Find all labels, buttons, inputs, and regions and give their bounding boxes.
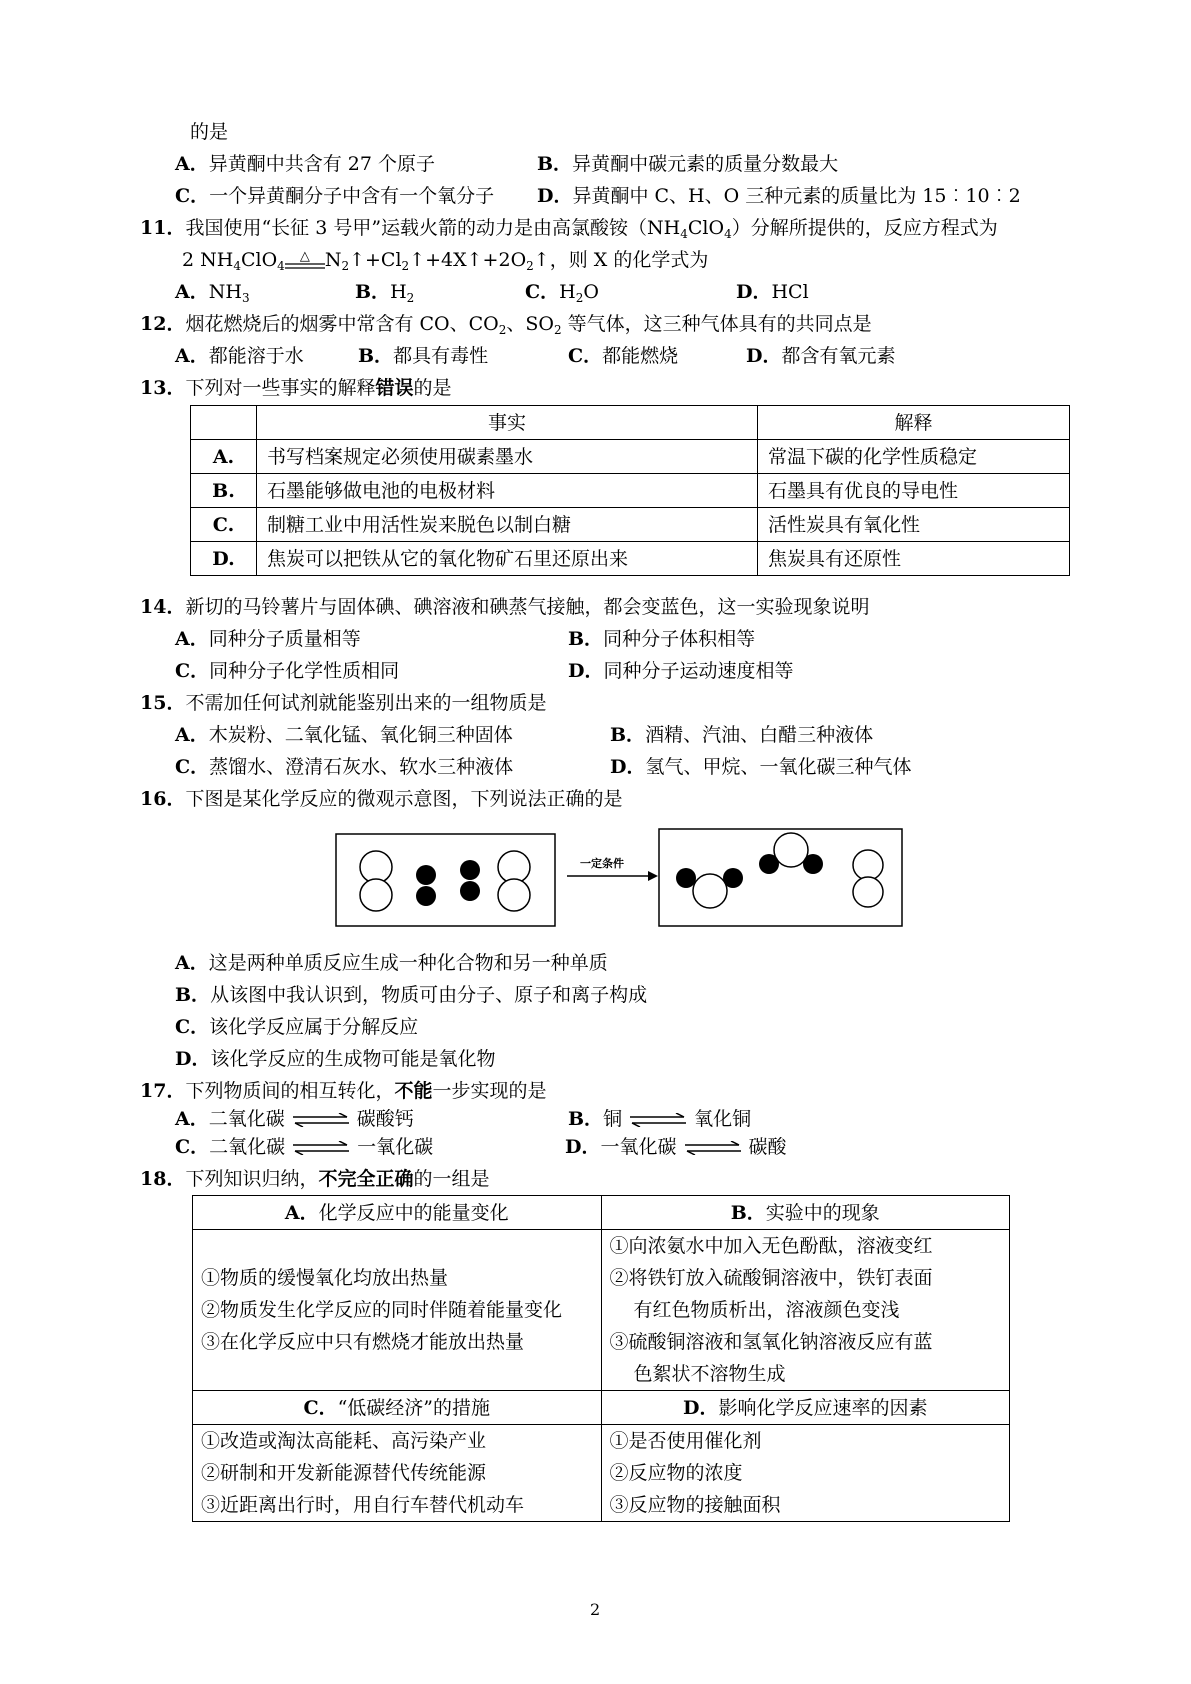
table-cell: D. [191, 542, 257, 576]
q11-option-c: C．$H_2O$ [525, 281, 599, 305]
list-item: ②物质发生化学反应的同时伴随着能量变化 [201, 1299, 563, 1321]
group-a-items [193, 1230, 602, 1391]
q16-option-c: C．该化学反应属于分解反应 [175, 1016, 419, 1038]
q18-stem: 18．下列知识归纳，不完全正确的一组是 [140, 1168, 490, 1190]
q14-option-a: A．同种分子质量相等 [175, 628, 361, 650]
q17-option-a: A．二氧化碳 碳酸钙 [175, 1108, 414, 1130]
q11-option-a: A．$NH_3$ [175, 281, 250, 305]
q12-option-b: B．都具有毒性 [358, 345, 489, 367]
group-a-header: A．化学反应中的能量变化 [193, 1196, 602, 1230]
q15-option-a: A．木炭粉、二氧化锰、氧化铜三种固体 [175, 724, 513, 746]
arrow-head-icon [648, 871, 658, 881]
table-header [191, 406, 257, 440]
black-molecule-icon [460, 860, 480, 901]
reaction-diagram [335, 828, 915, 928]
list-item: ③在化学反应中只有燃烧才能放出热量 [201, 1331, 525, 1353]
white-molecule-icon [853, 850, 883, 907]
group-c-items [193, 1425, 602, 1522]
q11-option-b: B．$H_2$ [355, 281, 415, 305]
list-item: ①改造或淘汰高能耗、高污染产业 [201, 1430, 487, 1452]
table-cell: 书写档案规定必须使用碳素墨水 [257, 440, 758, 474]
table-cell: 常温下碳的化学性质稳定 [758, 440, 1070, 474]
q12-stem: 12．烟花燃烧后的烟雾中常含有 CO、$CO_2$、$SO_2$ 等气体，这三种气体具有的共同点是 [140, 313, 872, 337]
q15-stem: 15．不需加任何试剂就能鉴别出来的一组物质是 [140, 692, 547, 714]
table-cell: C. [191, 508, 257, 542]
q11-equation: 2 $NH_4ClO_4^\triangle$ $N_2↑+Cl_2↑+4X↑+2O_2↑$，则 X 的化学式为 [182, 249, 709, 273]
group-d-items [601, 1425, 1010, 1522]
table-row [191, 508, 1070, 542]
q14-option-b: B．同种分子体积相等 [568, 628, 756, 650]
q13-table [190, 405, 1070, 576]
equilibrium-arrow-icon [291, 1113, 351, 1127]
compound-molecule-icon [759, 833, 823, 874]
list-item: ②反应物的浓度 [609, 1462, 743, 1484]
list-item: 有红色物质析出，溶液颜色变浅 [633, 1299, 900, 1321]
group-b-header: B．实验中的现象 [601, 1196, 1010, 1230]
table-header-row [193, 1391, 1010, 1425]
q12-option-d: D．都含有氧元素 [746, 345, 896, 367]
q15-option-c: C．蒸馏水、澄清石灰水、软水三种液体 [175, 756, 514, 778]
table-cell: 石墨具有优良的导电性 [758, 474, 1070, 508]
q17-option-b: B．铜 氧化铜 [568, 1108, 752, 1130]
q16-stem: 16．下图是某化学反应的微观示意图，下列说法正确的是 [140, 788, 623, 810]
table-header-row [193, 1196, 1010, 1230]
table-header: 事实 [257, 406, 758, 440]
list-item: ②将铁钉放入硫酸铜溶液中，铁钉表面 [609, 1267, 933, 1289]
q16-option-a: A．这是两种单质反应生成一种化合物和另一种单质 [175, 952, 608, 974]
q11-option-d: D．HCl [736, 281, 809, 303]
q10-option-b: B．异黄酮中碳元素的质量分数最大 [537, 153, 839, 175]
white-molecule-icon [360, 851, 392, 911]
q10-option-a: A．异黄酮中共含有 27 个原子 [175, 153, 436, 175]
group-c-header: C．“低碳经济”的措施 [193, 1391, 602, 1425]
q10-option-c: C．一个异黄酮分子中含有一个氧分子 [175, 185, 495, 207]
equilibrium-arrow-icon [291, 1141, 351, 1155]
q18-table [192, 1195, 1010, 1522]
table-cell: B. [191, 474, 257, 508]
q17-option-d: D．一氧化碳 碳酸 [565, 1136, 787, 1158]
q10-option-d: D．异黄酮中 C、H、O 三种元素的质量比为 15︰10︰2 [537, 185, 1021, 207]
table-row [191, 474, 1070, 508]
q12-option-c: C．都能燃烧 [568, 345, 679, 367]
list-item: ②研制和开发新能源替代传统能源 [201, 1462, 487, 1484]
compound-molecule-icon [676, 868, 743, 908]
table-cell: 焦炭可以把铁从它的氧化物矿石里还原出来 [257, 542, 758, 576]
q17-option-c: C．二氧化碳 一氧化碳 [175, 1136, 434, 1158]
table-row [193, 1425, 1010, 1522]
table-cell: A. [191, 440, 257, 474]
q11-stem: 11．我国使用“长征 3 号甲”运载火箭的动力是由高氯酸铵$(NH_4ClO_4)$分解所提供的，反应方程式为 [140, 217, 998, 241]
list-item: ③反应物的接触面积 [609, 1494, 781, 1516]
q17-stem: 17．下列物质间的相互转化，不能一步实现的是 [140, 1080, 547, 1102]
list-item: 色絮状不溶物生成 [633, 1363, 786, 1385]
list-item: ③硫酸铜溶液和氢氧化钠溶液反应有蓝 [609, 1331, 933, 1353]
group-b-items [601, 1230, 1010, 1391]
heat-arrow: △ [299, 249, 310, 264]
list-item: ①物质的缓慢氧化均放出热量 [201, 1267, 449, 1289]
q14-option-c: C．同种分子化学性质相同 [175, 660, 400, 682]
page-number: 2 [590, 1600, 601, 1619]
table-cell: 焦炭具有还原性 [758, 542, 1070, 576]
list-item: ①是否使用催化剂 [609, 1430, 762, 1452]
q16-option-b: B．从该图中我认识到，物质可由分子、原子和离子构成 [175, 984, 648, 1006]
arrow-label: 一定条件 [580, 857, 624, 870]
black-molecule-icon [416, 865, 436, 906]
table-cell: 石墨能够做电池的电极材料 [257, 474, 758, 508]
table-row [191, 440, 1070, 474]
equilibrium-arrow-icon [683, 1141, 743, 1155]
q14-option-d: D．同种分子运动速度相等 [568, 660, 794, 682]
table-row [191, 542, 1070, 576]
q15-option-d: D．氢气、甲烷、一氧化碳三种气体 [610, 756, 912, 778]
list-item: ①向浓氨水中加入无色酚酞，溶液变红 [609, 1235, 933, 1257]
q13-stem: 13．下列对一些事实的解释错误的是 [140, 377, 452, 399]
table-cell: 活性炭具有氧化性 [758, 508, 1070, 542]
q14-stem: 14．新切的马铃薯片与固体碘、碘溶液和碘蒸气接触，都会变蓝色，这一实验现象说明 [140, 596, 870, 618]
list-item: ③近距离出行时，用自行车替代机动车 [201, 1494, 525, 1516]
q16-option-d: D．该化学反应的生成物可能是氧化物 [175, 1048, 496, 1070]
q10-stem-continuation: 的是 [190, 121, 229, 143]
equilibrium-arrow-icon [628, 1113, 688, 1127]
table-row [193, 1230, 1010, 1391]
white-molecule-icon [498, 851, 530, 911]
table-cell: 制糖工业中用活性炭来脱色以制白糖 [257, 508, 758, 542]
group-d-header: D．影响化学反应速率的因素 [601, 1391, 1010, 1425]
table-header: 解释 [758, 406, 1070, 440]
q15-option-b: B．酒精、汽油、白醋三种液体 [610, 724, 874, 746]
table-header-row [191, 406, 1070, 440]
q12-option-a: A．都能溶于水 [175, 345, 304, 367]
